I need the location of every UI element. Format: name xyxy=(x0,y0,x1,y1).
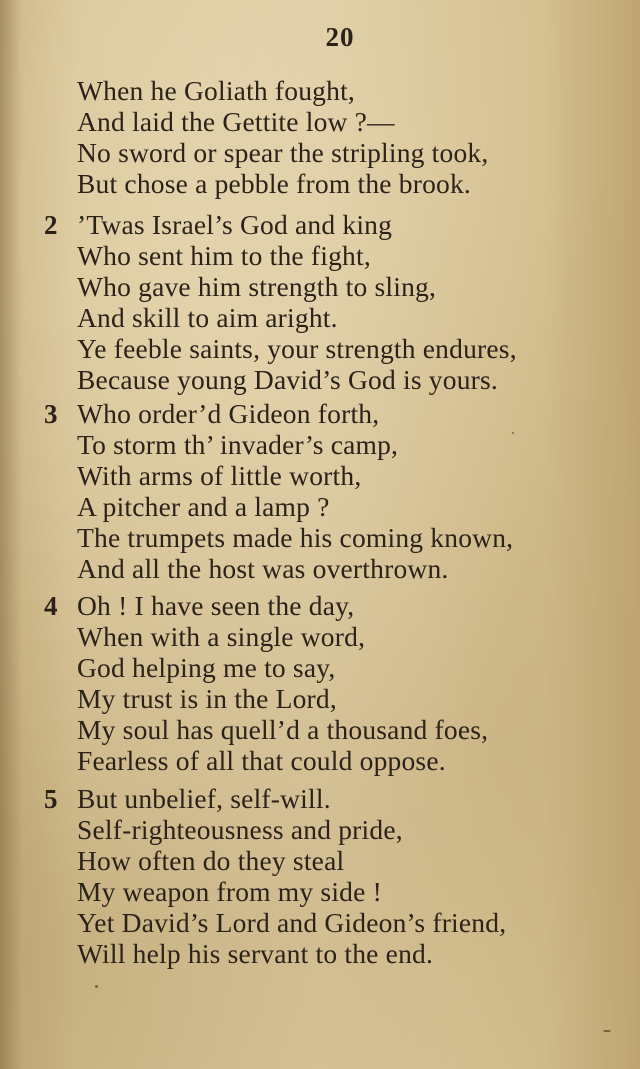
verse-line: Because young David’s God is yours. xyxy=(77,364,498,395)
verse-line: The trumpets made his coming known, xyxy=(77,522,514,553)
verse-line: When with a single word, xyxy=(77,621,366,652)
verse-line: But chose a pebble from the brook. xyxy=(77,168,471,199)
verse-line: Self-righteousness and pride, xyxy=(77,814,403,845)
verse-line: How often do they steal xyxy=(77,845,345,876)
verse-line: Fearless of all that could oppose. xyxy=(77,745,446,776)
verse-line: My soul has quell’d a thousand foes, xyxy=(77,714,489,745)
verse-line: With arms of little worth, xyxy=(77,460,362,491)
verse-line: And laid the Gettite low ?— xyxy=(77,106,395,137)
verse-line: My weapon from my side ! xyxy=(77,876,382,907)
verse-line: Will help his servant to the end. xyxy=(77,938,434,969)
verse-line: A pitcher and a lamp ? xyxy=(77,491,330,522)
verse-line: Who gave him strength to sling, xyxy=(77,271,437,302)
binding-shadow xyxy=(0,0,22,1069)
verse-line: Yet David’s Lord and Gideon’s friend, xyxy=(77,907,507,938)
stanza-number: 2 xyxy=(44,210,58,240)
verse-line: God helping me to say, xyxy=(77,652,336,683)
stanza-number: 3 xyxy=(44,399,58,429)
verse-line: But unbelief, self-will. xyxy=(77,783,331,814)
verse-line: Ye feeble saints, your strength endures, xyxy=(77,333,517,364)
verse-line: To storm th’ invader’s camp, xyxy=(77,429,399,460)
paper-speck xyxy=(512,432,514,434)
stanza-number: 4 xyxy=(44,591,58,621)
verse-line: My trust is in the Lord, xyxy=(77,683,337,714)
verse-line: And skill to aim aright. xyxy=(77,302,338,333)
verse-line: And all the host was overthrown. xyxy=(77,553,449,584)
verse-line: When he Goliath fought, xyxy=(77,75,356,106)
verse-line: Who sent him to the fight, xyxy=(77,240,371,271)
stanza-number: 5 xyxy=(44,784,58,814)
verse-line: Who order’d Gideon forth, xyxy=(77,398,380,429)
paper-speck xyxy=(95,985,98,988)
page-number: 20 xyxy=(325,22,355,52)
verse-line: ’Twas Israel’s God and king xyxy=(77,209,393,240)
verse-line: Oh ! I have seen the day, xyxy=(77,590,355,621)
paper-speck xyxy=(603,1030,611,1032)
verse-line: No sword or spear the stripling took, xyxy=(77,137,489,168)
